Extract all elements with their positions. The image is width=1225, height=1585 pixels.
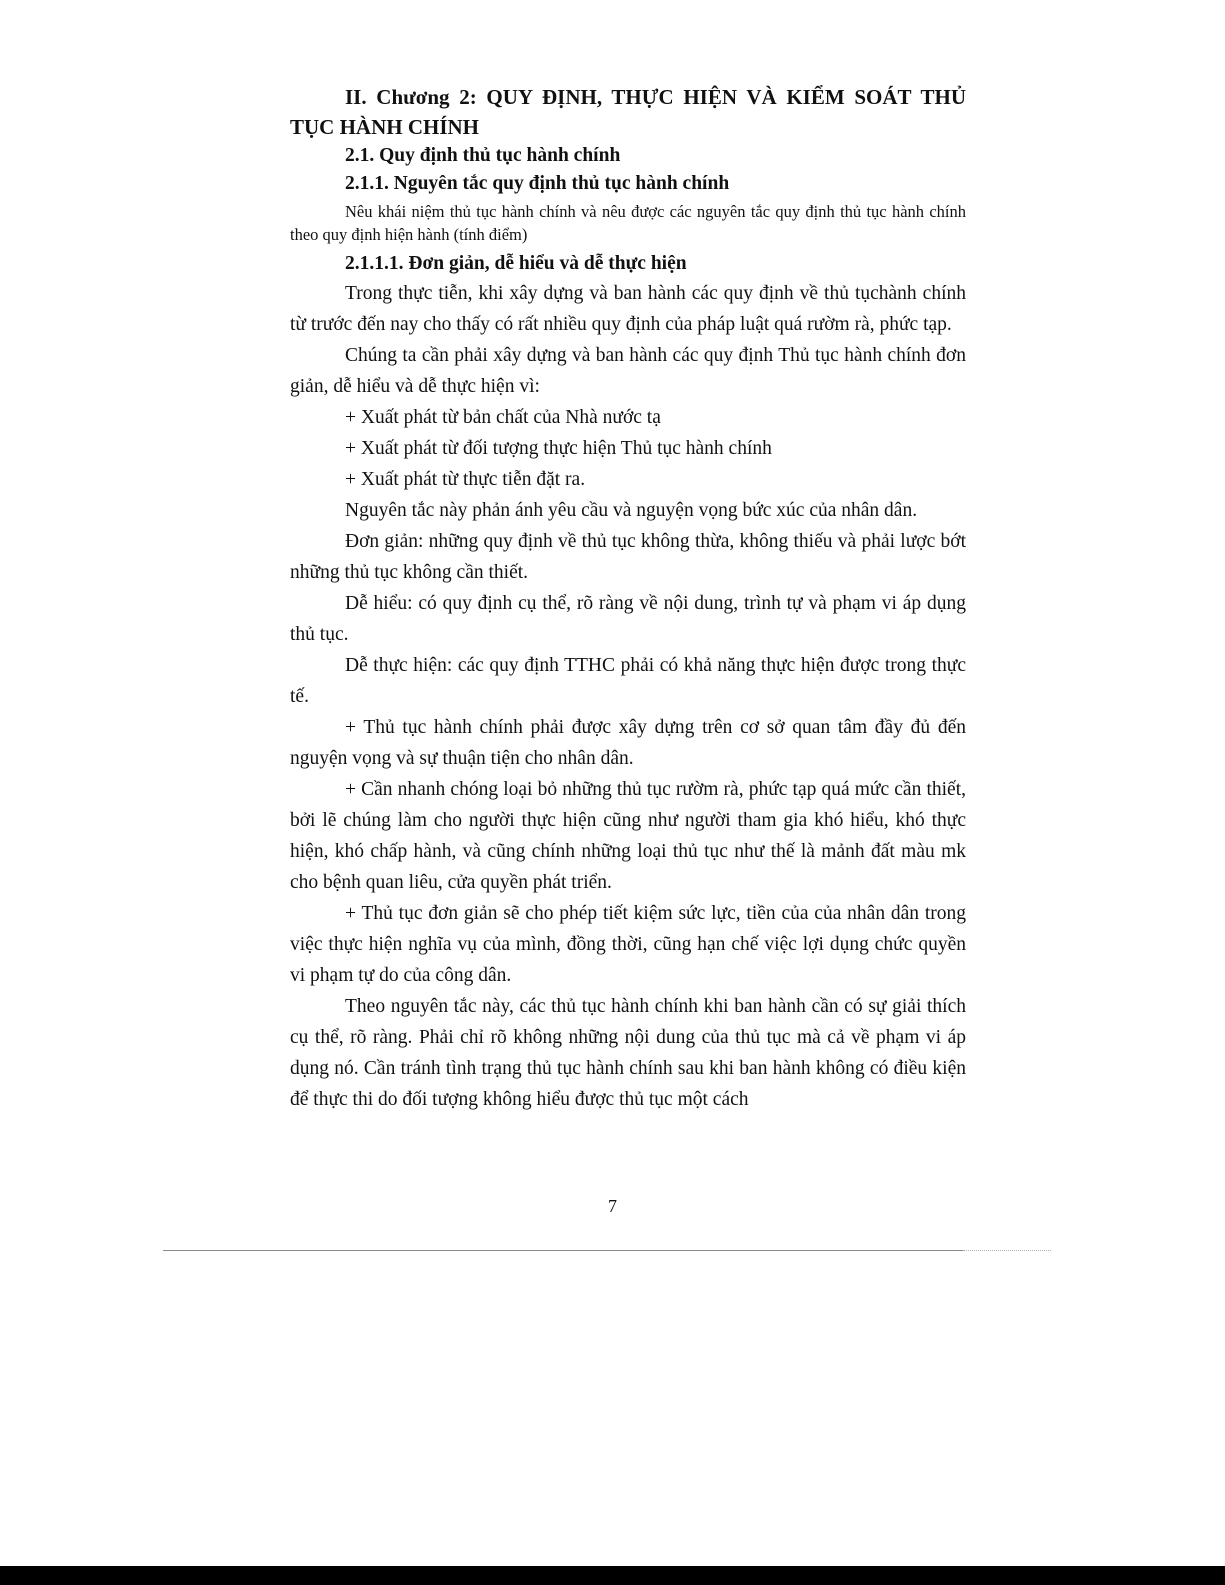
paragraph: Chúng ta cần phải xây dựng và ban hành các quy định Thủ tục hành chính đơn giản, dễ hiểu và dễ thực hiện vì:: [290, 345, 966, 397]
chapter-title: II. Chương 2: QUY ĐỊNH, THỰC HIỆN VÀ KIỂM SOÁT THỦ TỤC HÀNH CHÍNH: [290, 85, 966, 139]
paragraph: Theo nguyên tắc này, các thủ tục hành chính khi ban hành cần có sự giải thích cụ thể, rõ ràng. Phải chỉ rõ không những nội dung của thủ tục mà cả về phạm vi áp dụng nó. Cần tránh tình trạng thủ tục hành chính sau khi ban hành không có điều kiện để thực thi do đối tượng không hiểu được thủ tục một cách: [290, 996, 966, 1110]
bullet-item: + Cần nhanh chóng loại bỏ những thủ tục rườm rà, phức tạp quá mức cần thiết, bởi lẽ chúng làm cho người thực hiện cũng như người tham gia khó hiểu, khó thực hiện, khó chấp hành, và cũng chính những loại thủ tục như thế là mảnh đất màu mk cho bệnh quan liêu, cửa quyền phát triển.: [290, 779, 966, 893]
subsection-heading: 2.1.1. Nguyên tắc quy định thủ tục hành chính: [345, 173, 730, 194]
bullet-item: + Thủ tục hành chính phải được xây dựng trên cơ sở quan tâm đầy đủ đến nguyện vọng và sự thuận tiện cho nhân dân.: [290, 717, 966, 769]
subsubsection-heading: 2.1.1.1. Đơn giản, dễ hiểu và dễ thực hiện: [345, 253, 687, 274]
section-heading: 2.1. Quy định thủ tục hành chính: [345, 145, 621, 166]
document-page: [290, 82, 966, 1115]
bottom-edge-bar: [0, 1566, 1225, 1585]
paragraph: Dễ thực hiện: các quy định TTHC phải có khả năng thực hiện được trong thực tế.: [290, 655, 966, 707]
bullet-item: + Xuất phát từ thực tiễn đặt ra.: [345, 469, 586, 490]
paragraph: Trong thực tiễn, khi xây dựng và ban hành các quy định về thủ tụchành chính từ trước đến nay cho thấy có rất nhiều quy định của pháp luật quá rườm rà, phức tạp.: [290, 283, 966, 335]
bullet-item: + Thủ tục đơn giản sẽ cho phép tiết kiệm sức lực, tiền của của nhân dân trong việc thực hiện nghĩa vụ của mình, đồng thời, cũng hạn chế việc lợi dụng chức quyền vi phạm tự do của công dân.: [290, 903, 966, 986]
bullet-item: + Xuất phát từ bản chất của Nhà nước tạ: [345, 407, 661, 428]
paragraph: Đơn giản: những quy định về thủ tục không thừa, không thiếu và phải lược bớt những thủ tục không cần thiết.: [290, 531, 966, 583]
bullet-item: + Xuất phát từ đối tượng thực hiện Thủ tục hành chính: [345, 438, 772, 459]
paragraph: Dễ hiểu: có quy định cụ thể, rõ ràng về nội dung, trình tự và phạm vi áp dụng thủ tục.: [290, 593, 966, 645]
paragraph: Nguyên tắc này phản ánh yêu cầu và nguyện vọng bức xúc của nhân dân.: [345, 500, 918, 521]
page-number: 7: [608, 1196, 617, 1216]
footer-divider-dotted: [963, 1250, 1051, 1251]
footer-divider: [163, 1250, 963, 1251]
objective-note: Nêu khái niệm thủ tục hành chính và nêu được các nguyên tắc quy định thủ tục hành chính theo quy định hiện hành (tính điểm): [290, 202, 966, 244]
